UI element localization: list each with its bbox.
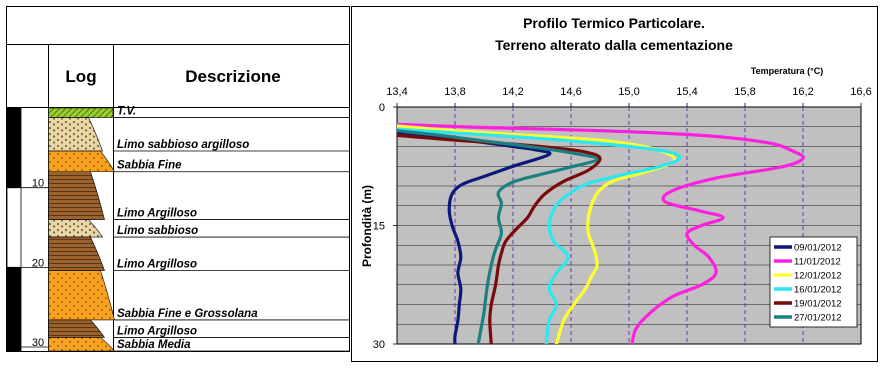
- legend-label: 12/01/2012: [794, 270, 842, 282]
- log-layer-description: Limo Argilloso: [117, 325, 198, 338]
- chart-panel: [352, 7, 878, 362]
- x-tick-label: 15,8: [734, 86, 756, 98]
- x-axis-label: Temperatura (°C): [750, 66, 824, 76]
- legend-label: 19/01/2012: [794, 298, 842, 310]
- log-layer-description: Sabbia Fine: [117, 159, 182, 172]
- log-layer-description: Limo sabbioso argilloso: [117, 139, 250, 152]
- depth-scale-block: [7, 267, 21, 351]
- log-header-description: Descrizione: [185, 67, 281, 86]
- y-tick-label: 30: [372, 339, 385, 351]
- x-tick-label: 14,2: [502, 86, 524, 98]
- legend-label: 11/01/2012: [794, 256, 841, 268]
- depth-scale-block: [7, 108, 21, 188]
- legend-label: 09/01/2012: [794, 242, 842, 254]
- y-tick-label: 15: [372, 220, 385, 233]
- depth-label: 20: [31, 257, 45, 270]
- log-header-log: Log: [65, 67, 97, 86]
- log-layer-description: Limo Argilloso: [117, 258, 198, 271]
- log-layer-description: Limo sabbioso: [117, 225, 199, 238]
- legend-label: 16/01/2012: [794, 284, 842, 296]
- x-tick-label: 13,8: [444, 86, 466, 98]
- log-layer-description: Limo Argilloso: [117, 207, 198, 220]
- depth-label: 10: [31, 177, 45, 190]
- log-layer-description: Sabbia Fine e Grossolana: [117, 307, 258, 320]
- x-tick-label: 15,4: [676, 86, 698, 98]
- x-tick-label: 15,0: [618, 86, 640, 98]
- legend: [770, 237, 857, 327]
- log-panel: [7, 7, 350, 352]
- x-tick-label: 16,2: [792, 86, 814, 98]
- y-axis-label: Profondità (m): [360, 185, 374, 267]
- depth-label: 30: [31, 337, 45, 350]
- chart-title: Profilo Termico Particolare.: [523, 15, 705, 31]
- log-layer-description: T.V.: [117, 105, 137, 118]
- y-tick-label: 0: [378, 102, 385, 114]
- chart-subtitle: Terreno alterato dalla cementazione: [495, 37, 733, 53]
- log-layer-fill: [49, 108, 114, 118]
- depth-scale-block: [7, 188, 21, 268]
- legend-label: 27/01/2012: [794, 312, 842, 324]
- x-tick-label: 16,6: [850, 86, 872, 98]
- log-layer-description: Sabbia Media: [117, 339, 191, 351]
- x-tick-label: 14,6: [560, 86, 582, 98]
- x-tick-label: 13,4: [386, 86, 408, 98]
